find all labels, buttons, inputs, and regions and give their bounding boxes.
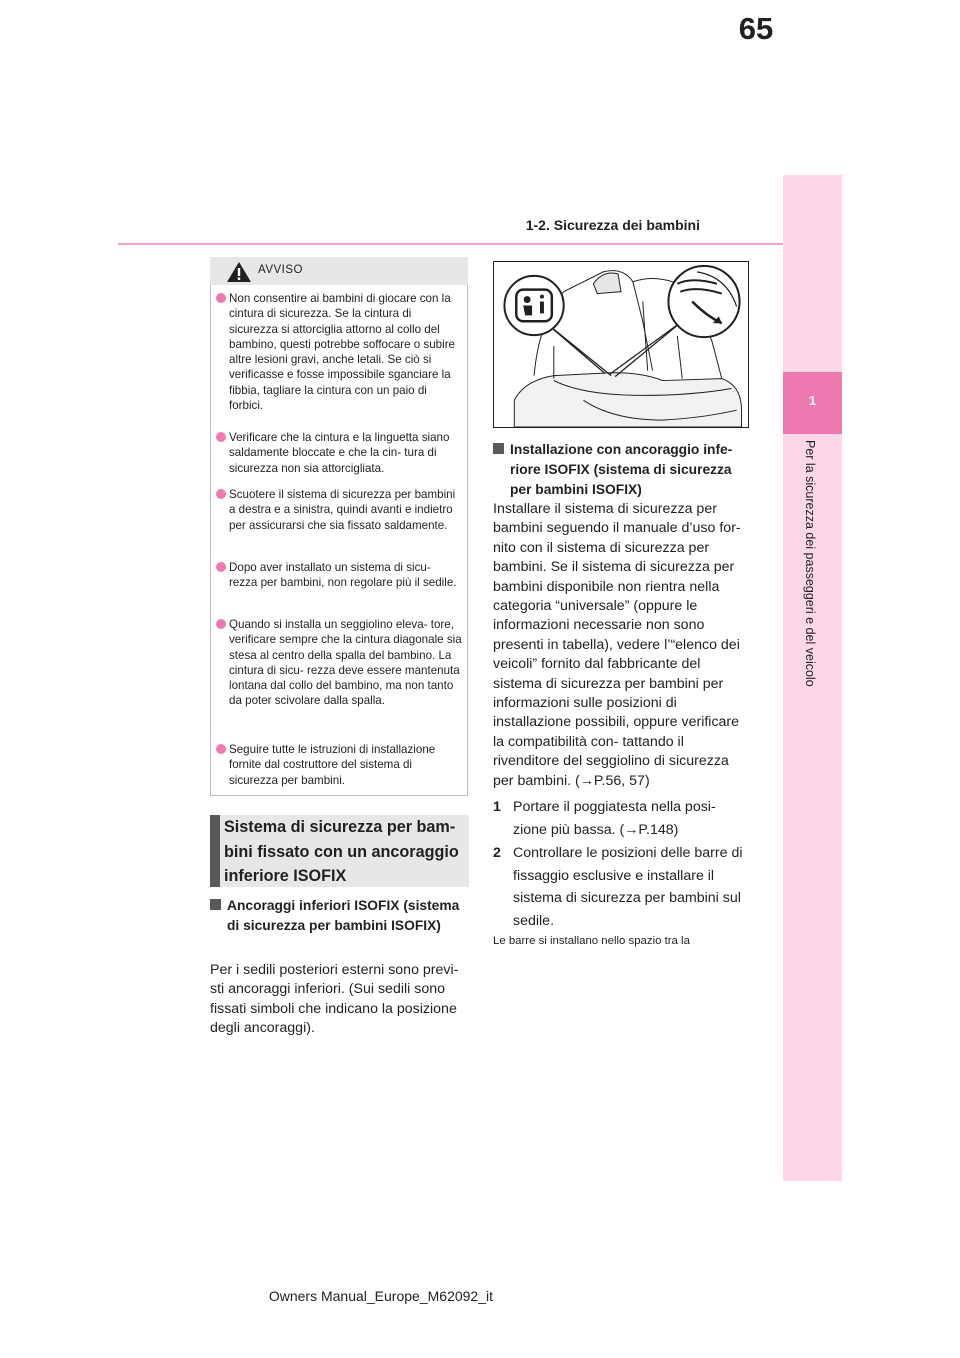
- section-title: 1-2. Sicurezza dei bambini: [525, 217, 700, 233]
- section-heading-bar: [210, 815, 220, 887]
- warning-title: AVVISO: [258, 264, 303, 276]
- body-paragraph: Per i sedili posteriori esterni sono previ- sti ancoraggi inferiori. (Sui sedili sono fissati simboli che indicano la posizione degli ancoraggi).: [210, 962, 459, 1037]
- page-number: 65: [738, 11, 774, 46]
- warning-item-text: Non consentire ai bambini di giocare con la cintura di sicurezza. Se la cintura di sicurezza si attorciglia attorno al collo del bambino, questi potrebbe soffocare o subire altre lesioni gravi, anche letali. Se ciò si verificasse e fosse impossibile sganciare la fibbia, tagliare la cintura con un paio di forbici.: [229, 292, 456, 413]
- step-number: 1: [493, 799, 501, 815]
- bullet-icon: [216, 562, 226, 572]
- square-bullet-icon: [210, 899, 221, 910]
- rear-seat-isofix-figure: [493, 261, 749, 428]
- footer-manual-id: Owners Manual_Europe_M62092_it: [268, 1288, 493, 1304]
- warning-item: [216, 487, 462, 533]
- warning-item: [216, 430, 462, 476]
- warning-item: [216, 617, 462, 709]
- sub-heading-isofix-installation: [493, 440, 753, 500]
- body-paragraph: Installare il sistema di sicurezza per bambini seguendo il manuale d’uso for- nito con il sistema di sicurezza per bambini. Se il sistema di sicurezza per bambini disponibile non rientra nella categoria “universale” (oppure le informazioni necessarie non sono presenti in tabella), vedere l’“elenco dei veicoli” fornito dal fabbricante del sistema di sicurezza per bambini per informazioni sulle posizioni di installazione possibili, oppure verificare la compatibilità con- tattando il rivenditore del seggiolino di sicurezza per bambini. (→P.56, 57): [493, 501, 741, 789]
- bullet-icon: [216, 293, 226, 303]
- sub-heading-text: Ancoraggi inferiori ISOFIX (sistema di sicurezza per bambini ISOFIX): [227, 898, 460, 933]
- note-text: Le barre si installano nello spazio tra la: [493, 935, 690, 947]
- warning-item-text: Seguire tutte le istruzioni di installazione fornite dal costruttore del sistema di sicurezza per bambini.: [229, 743, 436, 787]
- bullet-icon: [216, 744, 226, 754]
- header-rule: [118, 243, 784, 245]
- chapter-number: 1: [808, 393, 817, 408]
- step-text: Controllare le posizioni delle barre di fissaggio esclusive e installare il sistema di sicurezza per bambini sul sedile.: [513, 845, 743, 929]
- warning-item-text: Verificare che la cintura e la linguetta siano saldamente bloccate e che la cin- tura di sicurezza non sia attorcigliata.: [229, 431, 450, 475]
- square-bullet-icon: [493, 443, 504, 454]
- warning-item: [216, 742, 462, 788]
- warning-item-text: Quando si installa un seggiolino eleva- tore, verificare sempre che la cintura diagonale sia stesa al centro della spalla del bambino. La cintura di sicu- rezza deve essere mantenuta lontana dal collo del bambino, ma non tanto da poter scivolare dalla spalla.: [229, 618, 462, 708]
- bullet-icon: [216, 619, 226, 629]
- chapter-title: Per la sicurezza dei passeggeri e del veicolo: [803, 440, 817, 687]
- bullet-icon: [216, 432, 226, 442]
- bullet-icon: [216, 489, 226, 499]
- sub-heading-text: Installazione con ancoraggio infe- riore ISOFIX (sistema di sicurezza per bambini ISOFIX): [510, 442, 733, 497]
- section-heading: Sistema di sicurezza per bam- bini fissato con un ancoraggio inferiore ISOFIX: [224, 818, 459, 885]
- step-item: [493, 796, 753, 841]
- warning-item-text: Dopo aver installato un sistema di sicu- rezza per bambini, non regolare più il sedile.: [229, 561, 457, 590]
- sub-heading-isofix-anchors: [210, 896, 468, 936]
- step-text: Portare il poggiatesta nella posi- zione più bassa. (→P.148): [513, 799, 716, 838]
- warning-triangle-icon: [226, 260, 252, 284]
- step-number: 2: [493, 845, 501, 861]
- warning-item: [216, 291, 462, 413]
- warning-item: [216, 560, 462, 591]
- warning-item-text: Scuotere il sistema di sicurezza per bambini a destra e a sinistra, quindi avanti e indietro per assicurarsi che sia fissato saldamente.: [229, 488, 456, 532]
- step-item: [493, 842, 753, 932]
